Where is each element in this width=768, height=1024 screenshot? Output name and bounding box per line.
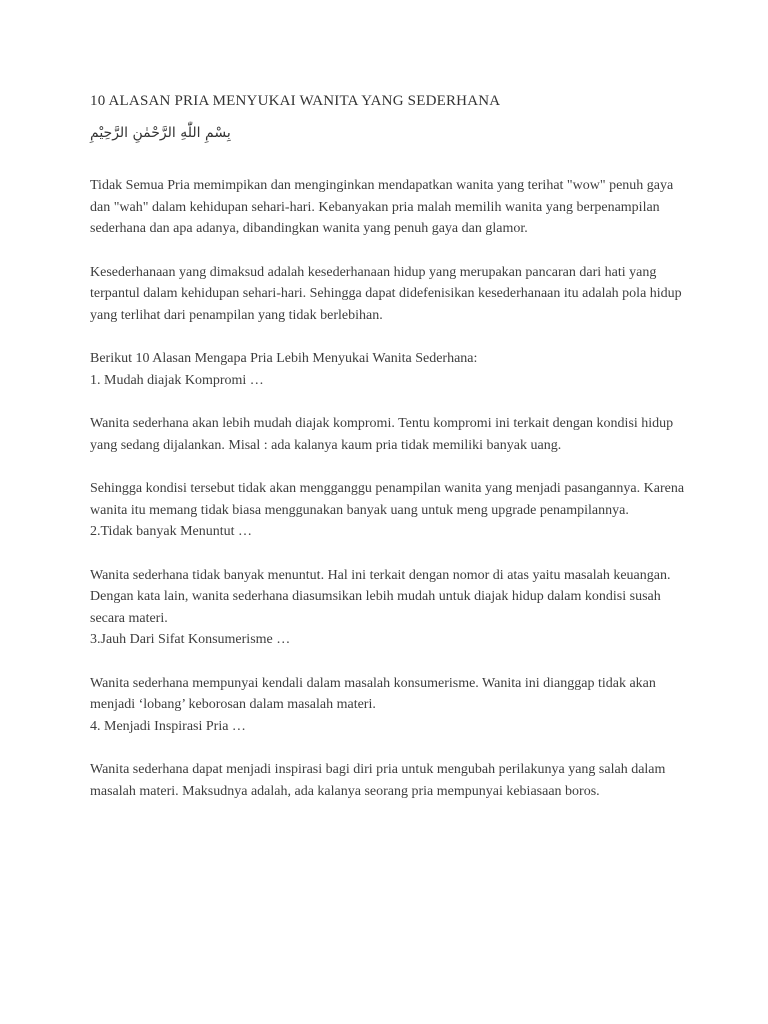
list-intro: Berikut 10 Alasan Mengapa Pria Lebih Menyukai Wanita Sederhana: <box>90 351 478 366</box>
section-paragraph: Sehingga kondisi tersebut tidak akan mengganggu penampilan wanita yang menjadi pasangannya. Karena wanita itu memang tidak biasa menggunakan banyak uang untuk meng upgrade penampilannya. <box>90 481 685 518</box>
section-paragraph: Wanita sederhana dapat menjadi inspirasi bagi diri pria untuk mengubah perilakunya yang salah dalam masalah materi. Maksudnya adalah, ada kalanya seorang pria mempunyai kebiasaan boros. <box>90 762 666 799</box>
document-title: 10 ALASAN PRIA MENYUKAI WANITA YANG SEDERHANA <box>90 93 501 109</box>
section-paragraph: Wanita sederhana akan lebih mudah diajak kompromi. Tentu kompromi ini terkait dengan kondisi hidup yang sedang dijalankan. Misal : ada kalanya kaum pria tidak memiliki banyak uang. <box>90 416 674 453</box>
section-paragraph: Wanita sederhana tidak banyak menuntut. Hal ini terkait dengan nomor di atas yaitu masalah keuangan. Dengan kata lain, wanita sederhana diasumsikan lebih mudah untuk diajak hidup dalam kondisi susah secara materi. <box>90 567 671 626</box>
section-heading: 3.Jauh Dari Sifat Konsumerisme … <box>90 632 291 647</box>
intro-paragraph-1: Tidak Semua Pria memimpikan dan menginginkan mendapatkan wanita yang terihat "wow" penuh gaya dan "wah" dalam kehidupan sehari-hari. Kebanyakan pria malah memilih wanita yang berpenampilan sederhana dan apa adanya, dibandingkan wanita yang penuh gaya dan glamor. <box>90 178 674 236</box>
section-paragraph: Wanita sederhana mempunyai kendali dalam masalah konsumerisme. Wanita ini dianggap tidak akan menjadi ‘lobang’ keborosan dalam masalah materi. <box>90 675 656 712</box>
section-heading: 4. Menjadi Inspirasi Pria … <box>90 718 246 734</box>
document-page <box>90 90 690 802</box>
basmala-text: بِسْمِ اللّٰهِ الرَّحْمٰنِ الرَّحِيْمِ <box>90 125 231 141</box>
intro-paragraph-2: Kesederhanaan yang dimaksud adalah kesederhanaan hidup yang merupakan pancaran dari hati yang terpantul dalam kehidupan sehari-hari. Sehingga dapat didefenisikan kesederhanaan itu adalah pola hidup yang terlihat dari penampilan yang tidak berlebihan. <box>90 264 682 323</box>
section-heading: 2.Tidak banyak Menuntut … <box>90 524 253 539</box>
section-heading: 1. Mudah diajak Kompromi … <box>90 372 264 388</box>
